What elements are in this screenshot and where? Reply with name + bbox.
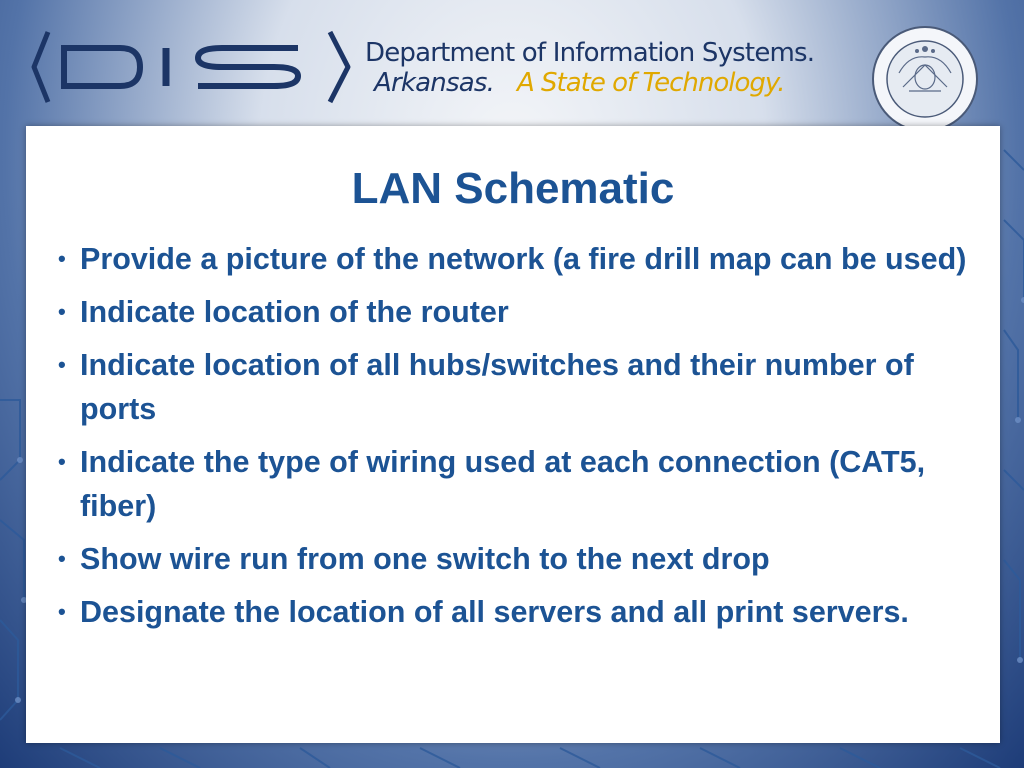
slide-content-panel [26, 126, 1000, 743]
bullet-marker-icon: • [58, 352, 66, 377]
bullet-text: Indicate the type of wiring used at each connection (CAT5, fiber) [80, 445, 926, 523]
bullet-text: Designate the location of all servers and all print servers. [80, 595, 909, 629]
bullet-marker-icon: • [58, 599, 66, 624]
slide-title: LAN Schematic [351, 164, 675, 213]
dis-logo [30, 22, 360, 112]
header-banner [0, 0, 1024, 130]
bullet-item [52, 237, 982, 281]
bullet-item [52, 440, 982, 528]
bullet-item [52, 290, 982, 334]
bullet-text: Indicate location of all hubs/switches and their number of ports [80, 348, 914, 426]
bullet-text: Provide a picture of the network (a fire drill map can be used) [80, 242, 967, 276]
bullet-marker-icon: • [58, 246, 66, 271]
state-seal-icon [869, 25, 981, 133]
state-name: Arkansas. [374, 68, 495, 98]
bullet-item [52, 343, 982, 431]
bullet-text: Show wire run from one switch to the next drop [80, 542, 770, 576]
bullet-marker-icon: • [58, 299, 66, 324]
bullet-text: Indicate location of the router [80, 295, 509, 329]
bullet-marker-icon: • [58, 546, 66, 571]
bullet-item [52, 590, 982, 634]
bullet-item [52, 537, 982, 581]
agency-name: Department of Information Systems. [365, 38, 815, 68]
bullet-list [52, 237, 982, 643]
bullet-marker-icon: • [58, 449, 66, 474]
agency-tagline: A State of Technology. [517, 68, 785, 98]
